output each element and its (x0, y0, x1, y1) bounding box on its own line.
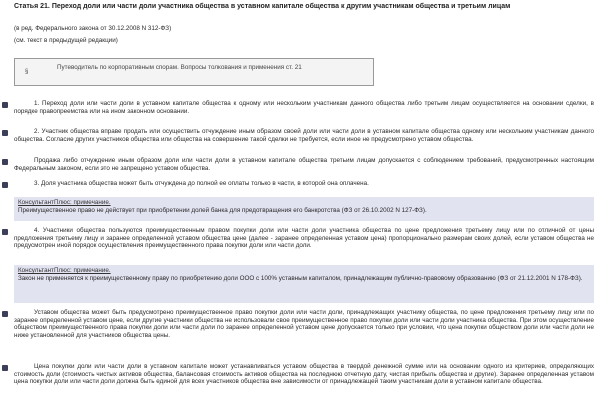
paragraph-7: Цена покупки доли или части доли в уставном капитале может устанавливаться уставом общества в твердой денежной сумме или на основании одного из критериев, определяющих стоимость доли (стоимость чистых активов общества, балансовая стоимость активов общества на последнюю отчетную дату, чистая прибыль общества и другие). Заранее определенная уставом цена покупки доли или части доли должна быть единой для всех участников общества вне зависимости от принадлежащей таким участникам доли в уставном капитале общества. (14, 363, 594, 386)
paragraph-marker-icon (2, 365, 8, 371)
paragraph-6: Уставом общества может быть предусмотрено преимущественное право покупки доли или части доли, принадлежащих участнику общества, по цене предложения третьему лицу или по заранее определенной уставом цене, если другие участники общества не использовали свое преимущественное право покупки доли или части доли участника общества. При этом осуществление обществом преимущественного права покупки доли или части доли по заранее определенной уставом цене допускается только при условии, что цена покупки обществом доли или части доли не ниже установленной для участников общества цены. (14, 309, 594, 339)
section-icon: § (25, 69, 29, 75)
paragraph-marker-icon (2, 130, 8, 136)
note-text: Преимущественное право не действует при приобретении долей банка для предотвращения его банкротства (ФЗ от 26.10.2002 N 127-ФЗ). (18, 206, 427, 214)
paragraph-marker-icon (2, 102, 8, 108)
note-text: Закон не применяется к преимущественному праву по приобретению доли ООО с 100% уставным капиталом, принадлежащим публично-правовому образованию (ФЗ от 21.12.2001 N 178-ФЗ). (18, 274, 583, 282)
note-heading[interactable]: КонсультантПлюс: примечание. (18, 199, 111, 206)
guide-reference-text[interactable]: Путеводитель по корпоративным спорам. Вопросы толкования и применения ст. 21 (57, 64, 302, 71)
guide-reference-box[interactable] (14, 58, 374, 86)
paragraph-4: 3. Доля участника общества может быть отчуждена до полной ее оплаты только в части, в которой она оплачена. (34, 180, 369, 187)
paragraph-2: 2. Участник общества вправе продать или осуществить отчуждение иным образом своей доли или части доли в уставном капитале общества одному или нескольким участникам данного общества. Согласие других участников общества или общества на совершение такой сделки не требуется, если иное не предусмотрено уставом общества. (14, 128, 594, 143)
paragraph-3: Продажа либо отчуждение иным образом доли или части доли в уставном капитале общества третьим лицам допускается с соблюдением требований, предусмотренных настоящим Федеральным законом, если это не запрещено уставом общества. (14, 157, 594, 172)
paragraph-marker-icon (2, 182, 8, 188)
paragraph-1: 1. Переход доли или части доли в уставном капитале общества к одному или нескольким участникам данного общества либо третьим лицам осуществляется на основании сделки, в порядке правопреемства или на ином законном основании. (14, 100, 594, 115)
paragraph-marker-icon (2, 229, 8, 235)
consultant-note-1 (14, 197, 594, 221)
paragraph-marker-icon (2, 159, 8, 165)
article-title: Статья 21. Переход доли или части доли участника общества в уставном капитале общества к другим участникам общества и третьим лицам (14, 3, 511, 10)
paragraph-marker-icon (2, 311, 8, 317)
paragraph-5: 4. Участники общества пользуются преимущественным правом покупки доли или части доли участника общества по цене предложения третьему лицу или по отличной от цены предложения третьему лицу и заранее определенной уставом общества цене (далее - заранее определенная уставом цена) пропорционально размерам своих долей, если уставом общества не предусмотрен иной порядок осуществления преимущественного права покупки доли или части доли. (14, 227, 594, 250)
previous-edition-link[interactable]: (см. текст в предыдущей редакции) (14, 37, 118, 44)
consultant-note-2 (14, 265, 594, 303)
article-amendment[interactable]: (в ред. Федерального закона от 30.12.2008 N 312-ФЗ) (14, 25, 172, 32)
note-heading[interactable]: КонсультантПлюс: примечание. (18, 267, 111, 274)
